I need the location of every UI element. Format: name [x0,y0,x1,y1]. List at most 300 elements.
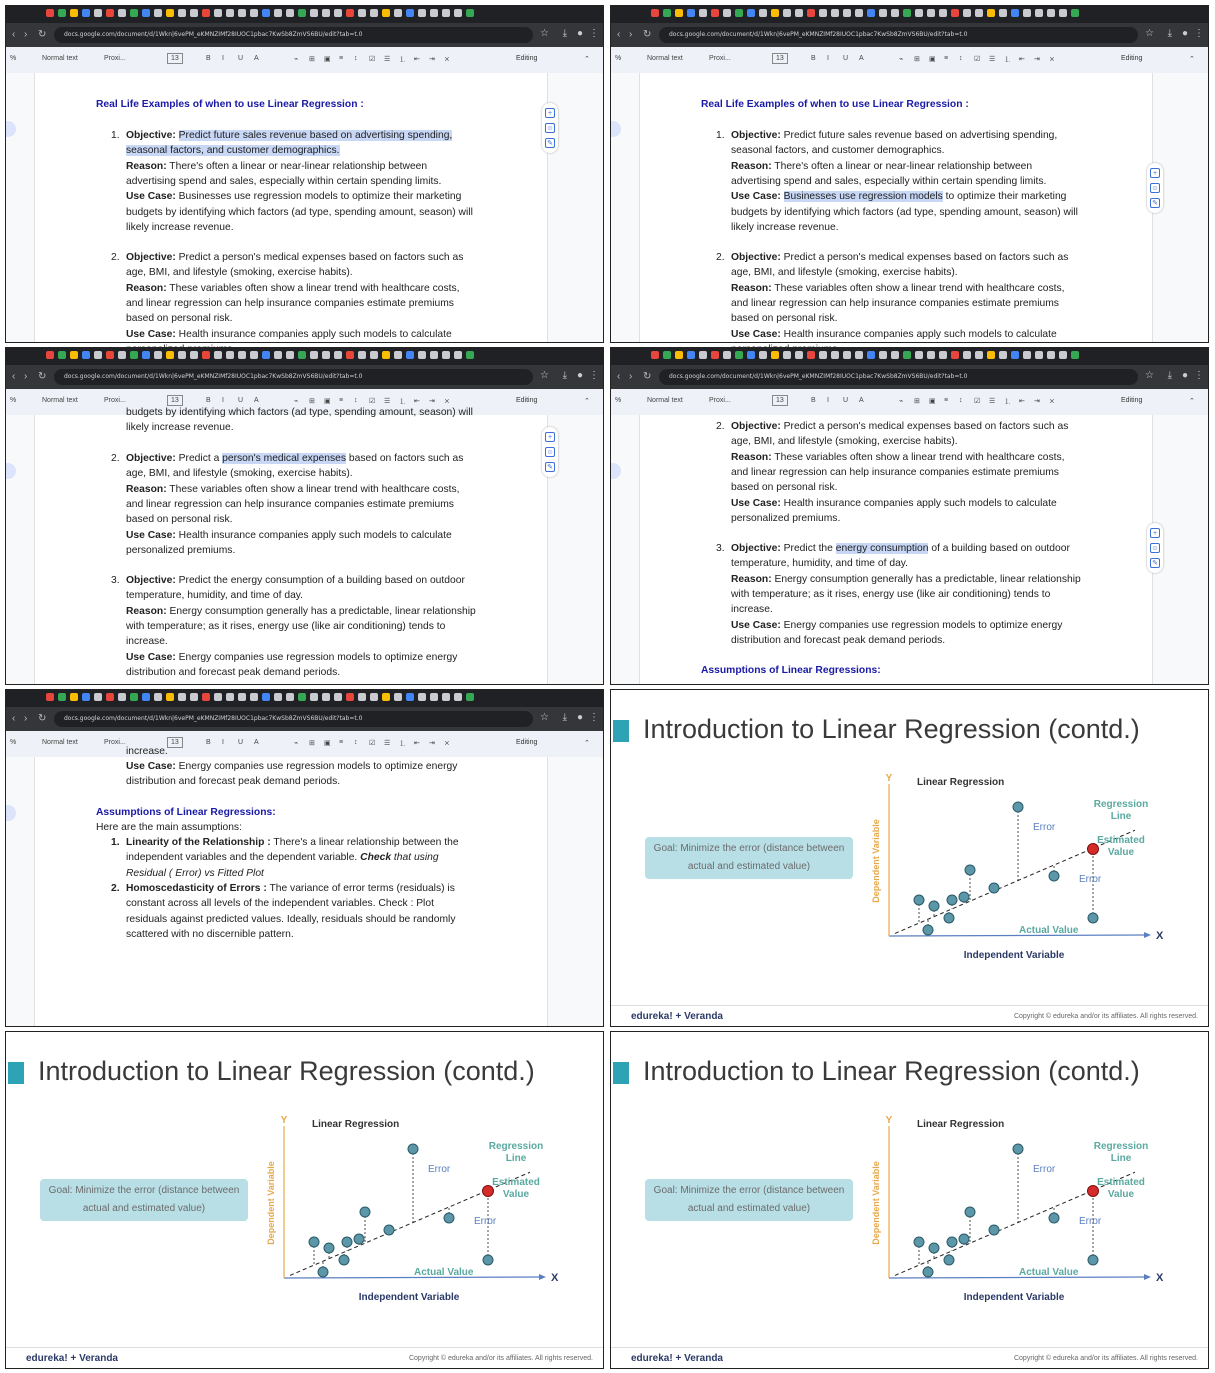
browser-tab-favicon-icon[interactable] [346,693,354,701]
collapse-toolbar-icon[interactable]: ⌃ [1189,56,1195,63]
browser-tab-favicon-icon[interactable] [46,9,54,17]
browser-tab-favicon-icon[interactable] [939,9,947,17]
link-icon[interactable]: ⌁ [899,398,904,405]
browser-tab-favicon-icon[interactable] [358,9,366,17]
line-spacing-icon[interactable]: ↕ [959,55,963,62]
star-icon[interactable]: ☆ [540,370,549,381]
browser-tab-favicon-icon[interactable] [687,351,695,359]
emoji-reaction-icon[interactable]: ☺ [1151,185,1159,192]
browser-tab-favicon-icon[interactable] [771,9,779,17]
browser-tab-favicon-icon[interactable] [154,9,162,17]
browser-tab-favicon-icon[interactable] [394,693,402,701]
browser-tab-favicon-icon[interactable] [286,9,294,17]
checklist-icon[interactable]: ☑ [369,56,376,63]
profile-icon[interactable]: ● [1181,28,1188,39]
clear-format-icon[interactable]: ⨯ [444,56,450,63]
browser-tab-favicon-icon[interactable] [807,351,815,359]
browser-tab-favicon-icon[interactable] [735,9,743,17]
numbered-list-icon[interactable]: ⒈ [399,57,406,64]
browser-tab-favicon-icon[interactable] [322,351,330,359]
browser-tab-favicon-icon[interactable] [106,9,114,17]
toolbar-zoom[interactable]: % [10,397,17,404]
browser-tab-favicon-icon[interactable] [70,351,78,359]
toolbar-italic[interactable]: I [222,55,224,62]
browser-tab-favicon-icon[interactable] [274,351,282,359]
toolbar-font[interactable]: Proxi... [104,397,126,404]
browser-tab-favicon-icon[interactable] [915,351,923,359]
browser-tab-favicon-icon[interactable] [466,9,474,17]
browser-tab-favicon-icon[interactable] [735,351,743,359]
browser-tab-favicon-icon[interactable] [454,693,462,701]
indent-more-icon[interactable]: ⇥ [429,740,435,747]
clear-format-icon[interactable]: ⨯ [1049,398,1055,405]
toolbar-bold[interactable]: B [206,739,211,746]
browser-tab-favicon-icon[interactable] [70,693,78,701]
toolbar-font[interactable]: Proxi... [104,55,126,62]
toolbar-style[interactable]: Normal text [42,739,78,746]
browser-tab-favicon-icon[interactable] [963,9,971,17]
browser-tab-favicon-icon[interactable] [454,351,462,359]
browser-tab-favicon-icon[interactable] [1035,351,1043,359]
browser-tab-favicon-icon[interactable] [663,9,671,17]
browser-tab-favicon-icon[interactable] [94,351,102,359]
toolbar-zoom[interactable]: % [615,55,622,62]
image-icon[interactable]: ▣ [929,56,936,63]
comment-icon[interactable]: ⊞ [309,398,315,405]
toolbar-underline[interactable]: U [843,397,849,404]
toolbar-bold[interactable]: B [811,397,816,404]
browser-tab-favicon-icon[interactable] [843,9,851,17]
download-icon[interactable]: ⤓ [562,28,567,39]
browser-tab-favicon-icon[interactable] [370,9,378,17]
suggest-edit-icon[interactable]: ✎ [545,462,555,472]
image-icon[interactable]: ▣ [324,56,331,63]
outline-toggle-icon[interactable] [6,463,16,479]
address-input[interactable]: docs.google.com/document/d/1Wkn|6vePM_eKMNZIMf28IUOC1pbac7KwSb8ZmVS6BU/edit?tab=t.0 [54,711,533,727]
browser-tab-favicon-icon[interactable] [166,351,174,359]
add-comment-icon[interactable]: + [1150,168,1160,178]
browser-tab-favicon-icon[interactable] [226,693,234,701]
browser-tab-favicon-icon[interactable] [1059,351,1067,359]
editing-mode-button[interactable]: Editing [1121,55,1143,62]
indent-more-icon[interactable]: ⇥ [429,56,435,63]
browser-tab-favicon-icon[interactable] [250,693,258,701]
browser-tab-favicon-icon[interactable] [675,351,683,359]
browser-tab-favicon-icon[interactable] [651,351,659,359]
comment-icon[interactable]: ⊞ [309,740,315,747]
browser-tab-favicon-icon[interactable] [58,9,66,17]
outline-toggle-icon[interactable] [6,805,16,821]
clear-format-icon[interactable]: ⨯ [1049,56,1055,63]
menu-icon[interactable]: ⋮ [589,712,599,723]
browser-tab-favicon-icon[interactable] [178,351,186,359]
toolbar-font-size[interactable]: 13 [772,53,788,64]
browser-tab-favicon-icon[interactable] [795,351,803,359]
toolbar-font-size[interactable]: 13 [167,737,183,748]
browser-tab-favicon-icon[interactable] [130,9,138,17]
browser-tab-favicon-icon[interactable] [334,9,342,17]
browser-tab-favicon-icon[interactable] [951,9,959,17]
browser-tab-favicon-icon[interactable] [202,9,210,17]
numbered-list-icon[interactable]: ⒈ [399,741,406,748]
browser-tab-favicon-icon[interactable] [214,351,222,359]
outline-toggle-icon[interactable] [611,121,621,137]
clear-format-icon[interactable]: ⨯ [444,398,450,405]
collapse-toolbar-icon[interactable]: ⌃ [584,398,590,405]
toolbar-underline[interactable]: U [238,739,244,746]
indent-more-icon[interactable]: ⇥ [429,398,435,405]
toolbar-zoom[interactable]: % [615,397,622,404]
indent-less-icon[interactable]: ⇤ [1019,56,1025,63]
browser-tab-favicon-icon[interactable] [286,351,294,359]
indent-more-icon[interactable]: ⇥ [1034,56,1040,63]
browser-tab-favicon-icon[interactable] [382,9,390,17]
forward-icon[interactable]: › [629,29,633,40]
browser-tab-favicon-icon[interactable] [406,351,414,359]
browser-tab-favicon-icon[interactable] [322,693,330,701]
reload-icon[interactable]: ↻ [643,371,652,382]
collapse-toolbar-icon[interactable]: ⌃ [584,56,590,63]
profile-icon[interactable]: ● [576,712,583,723]
star-icon[interactable]: ☆ [540,28,549,39]
bullet-list-icon[interactable]: ☰ [989,56,996,63]
toolbar-underline[interactable]: U [238,55,244,62]
checklist-icon[interactable]: ☑ [974,56,981,63]
browser-tab-favicon-icon[interactable] [418,9,426,17]
editing-mode-button[interactable]: Editing [1121,397,1143,404]
browser-tab-favicon-icon[interactable] [939,351,947,359]
indent-more-icon[interactable]: ⇥ [1034,398,1040,405]
browser-tab-favicon-icon[interactable] [855,9,863,17]
browser-tab-favicon-icon[interactable] [310,9,318,17]
browser-tab-favicon-icon[interactable] [214,693,222,701]
star-icon[interactable]: ☆ [1145,370,1154,381]
browser-tab-favicon-icon[interactable] [298,351,306,359]
link-icon[interactable]: ⌁ [294,398,299,405]
browser-tab-favicon-icon[interactable] [466,351,474,359]
browser-tab-favicon-icon[interactable] [394,9,402,17]
browser-tab-favicon-icon[interactable] [262,9,270,17]
browser-tab-favicon-icon[interactable] [927,9,935,17]
reload-icon[interactable]: ↻ [38,29,47,40]
browser-tab-favicon-icon[interactable] [1023,9,1031,17]
line-spacing-icon[interactable]: ↕ [354,55,358,62]
browser-tab-favicon-icon[interactable] [322,9,330,17]
browser-tab-favicon-icon[interactable] [855,351,863,359]
toolbar-style[interactable]: Normal text [42,55,78,62]
toolbar-text-color[interactable]: A [859,55,864,62]
toolbar-font[interactable]: Proxi... [709,397,731,404]
forward-icon[interactable]: › [629,371,633,382]
browser-tab-favicon-icon[interactable] [250,9,258,17]
link-icon[interactable]: ⌁ [899,56,904,63]
browser-tab-favicon-icon[interactable] [783,9,791,17]
forward-icon[interactable]: › [24,713,28,724]
browser-tab-favicon-icon[interactable] [771,351,779,359]
browser-tab-favicon-icon[interactable] [430,9,438,17]
browser-tab-favicon-icon[interactable] [867,351,875,359]
browser-tab-favicon-icon[interactable] [747,351,755,359]
browser-tab-favicon-icon[interactable] [927,351,935,359]
indent-less-icon[interactable]: ⇤ [414,56,420,63]
address-input[interactable]: docs.google.com/document/d/1Wkn|6vePM_eKMNZIMf28IUOC1pbac7KwSb8ZmVS6BU/edit?tab=t.0 [54,27,533,43]
comment-icon[interactable]: ⊞ [914,56,920,63]
browser-tab-favicon-icon[interactable] [334,351,342,359]
browser-tab-favicon-icon[interactable] [214,9,222,17]
browser-tab-favicon-icon[interactable] [903,351,911,359]
browser-tab-favicon-icon[interactable] [118,351,126,359]
editing-mode-button[interactable]: Editing [516,55,538,62]
browser-tab-favicon-icon[interactable] [831,9,839,17]
download-icon[interactable]: ⤓ [562,370,567,381]
comment-icon[interactable]: ⊞ [309,56,315,63]
browser-tab-favicon-icon[interactable] [975,9,983,17]
bullet-list-icon[interactable]: ☰ [384,398,391,405]
browser-tab-favicon-icon[interactable] [274,693,282,701]
image-icon[interactable]: ▣ [324,740,331,747]
browser-tab-favicon-icon[interactable] [298,693,306,701]
browser-tab-favicon-icon[interactable] [663,351,671,359]
browser-tab-favicon-icon[interactable] [418,351,426,359]
browser-tab-favicon-icon[interactable] [370,693,378,701]
toolbar-bold[interactable]: B [206,55,211,62]
add-comment-icon[interactable]: + [1150,528,1160,538]
comment-icon[interactable]: ⊞ [914,398,920,405]
toolbar-underline[interactable]: U [238,397,244,404]
browser-tab-favicon-icon[interactable] [1059,9,1067,17]
browser-tab-favicon-icon[interactable] [70,9,78,17]
browser-tab-favicon-icon[interactable] [46,351,54,359]
browser-tab-favicon-icon[interactable] [226,351,234,359]
checklist-icon[interactable]: ☑ [974,398,981,405]
browser-tab-favicon-icon[interactable] [987,9,995,17]
reload-icon[interactable]: ↻ [38,371,47,382]
checklist-icon[interactable]: ☑ [369,740,376,747]
browser-tab-favicon-icon[interactable] [1011,9,1019,17]
line-spacing-icon[interactable]: ↕ [959,397,963,404]
numbered-list-icon[interactable]: ⒈ [1004,57,1011,64]
browser-tab-favicon-icon[interactable] [202,693,210,701]
browser-tab-favicon-icon[interactable] [406,9,414,17]
indent-less-icon[interactable]: ⇤ [1019,398,1025,405]
clear-format-icon[interactable]: ⨯ [444,740,450,747]
align-icon[interactable]: ≡ [944,397,949,404]
browser-tab-favicon-icon[interactable] [783,351,791,359]
toolbar-zoom[interactable]: % [10,739,17,746]
browser-tab-favicon-icon[interactable] [1047,9,1055,17]
browser-tab-favicon-icon[interactable] [166,693,174,701]
indent-less-icon[interactable]: ⇤ [414,398,420,405]
editing-mode-button[interactable]: Editing [516,397,538,404]
browser-tab-favicon-icon[interactable] [250,351,258,359]
browser-tab-favicon-icon[interactable] [879,9,887,17]
browser-tab-favicon-icon[interactable] [723,351,731,359]
browser-tab-favicon-icon[interactable] [190,351,198,359]
browser-tab-favicon-icon[interactable] [262,693,270,701]
browser-tab-favicon-icon[interactable] [879,351,887,359]
browser-tab-favicon-icon[interactable] [106,693,114,701]
browser-tab-favicon-icon[interactable] [1023,351,1031,359]
collapse-toolbar-icon[interactable]: ⌃ [584,740,590,747]
toolbar-style[interactable]: Normal text [647,397,683,404]
browser-tab-favicon-icon[interactable] [190,9,198,17]
browser-tab-favicon-icon[interactable] [951,351,959,359]
menu-icon[interactable]: ⋮ [1194,370,1204,381]
star-icon[interactable]: ☆ [540,712,549,723]
browser-tab-favicon-icon[interactable] [82,9,90,17]
browser-tab-favicon-icon[interactable] [130,693,138,701]
browser-tab-favicon-icon[interactable] [106,351,114,359]
browser-tab-favicon-icon[interactable] [1035,9,1043,17]
toolbar-bold[interactable]: B [811,55,816,62]
back-icon[interactable]: ‹ [12,29,16,40]
profile-icon[interactable]: ● [576,370,583,381]
browser-tab-favicon-icon[interactable] [142,9,150,17]
suggest-edit-icon[interactable]: ✎ [1150,558,1160,568]
browser-tab-favicon-icon[interactable] [346,351,354,359]
menu-icon[interactable]: ⋮ [589,28,599,39]
browser-tab-favicon-icon[interactable] [747,9,755,17]
toolbar-italic[interactable]: I [222,739,224,746]
browser-tab-favicon-icon[interactable] [430,351,438,359]
browser-tab-favicon-icon[interactable] [430,693,438,701]
toolbar-bold[interactable]: B [206,397,211,404]
browser-tab-favicon-icon[interactable] [903,9,911,17]
align-icon[interactable]: ≡ [339,739,344,746]
browser-tab-favicon-icon[interactable] [418,693,426,701]
forward-icon[interactable]: › [24,29,28,40]
browser-tab-favicon-icon[interactable] [334,693,342,701]
align-icon[interactable]: ≡ [944,55,949,62]
browser-tab-favicon-icon[interactable] [262,351,270,359]
align-icon[interactable]: ≡ [339,397,344,404]
reload-icon[interactable]: ↻ [643,29,652,40]
menu-icon[interactable]: ⋮ [1194,28,1204,39]
browser-tab-favicon-icon[interactable] [310,693,318,701]
toolbar-text-color[interactable]: A [254,397,259,404]
browser-tab-favicon-icon[interactable] [987,351,995,359]
bullet-list-icon[interactable]: ☰ [384,56,391,63]
browser-tab-favicon-icon[interactable] [226,9,234,17]
browser-tab-favicon-icon[interactable] [963,351,971,359]
forward-icon[interactable]: › [24,371,28,382]
browser-tab-favicon-icon[interactable] [819,9,827,17]
browser-tab-favicon-icon[interactable] [346,9,354,17]
browser-tab-favicon-icon[interactable] [202,351,210,359]
browser-tab-favicon-icon[interactable] [711,9,719,17]
toolbar-font[interactable]: Proxi... [104,739,126,746]
browser-tab-favicon-icon[interactable] [382,693,390,701]
browser-tab-favicon-icon[interactable] [454,9,462,17]
browser-tab-favicon-icon[interactable] [1071,351,1079,359]
browser-tab-favicon-icon[interactable] [358,351,366,359]
address-input[interactable]: docs.google.com/document/d/1Wkn|6vePM_eKMNZIMf28IUOC1pbac7KwSb8ZmVS6BU/edit?tab=t.0 [54,369,533,385]
toolbar-font-size[interactable]: 13 [167,395,183,406]
numbered-list-icon[interactable]: ⒈ [1004,399,1011,406]
profile-icon[interactable]: ● [1181,370,1188,381]
browser-tab-favicon-icon[interactable] [274,9,282,17]
browser-tab-favicon-icon[interactable] [759,351,767,359]
browser-tab-favicon-icon[interactable] [759,9,767,17]
browser-tab-favicon-icon[interactable] [442,9,450,17]
browser-tab-favicon-icon[interactable] [298,9,306,17]
browser-tab-favicon-icon[interactable] [190,693,198,701]
emoji-reaction-icon[interactable]: ☺ [546,449,554,456]
checklist-icon[interactable]: ☑ [369,398,376,405]
toolbar-style[interactable]: Normal text [42,397,78,404]
download-icon[interactable]: ⤓ [1167,370,1172,381]
numbered-list-icon[interactable]: ⒈ [399,399,406,406]
browser-tab-favicon-icon[interactable] [711,351,719,359]
browser-tab-favicon-icon[interactable] [238,351,246,359]
browser-tab-favicon-icon[interactable] [94,693,102,701]
browser-tab-favicon-icon[interactable] [915,9,923,17]
align-icon[interactable]: ≡ [339,55,344,62]
toolbar-italic[interactable]: I [827,55,829,62]
editing-mode-button[interactable]: Editing [516,739,538,746]
browser-tab-favicon-icon[interactable] [999,9,1007,17]
browser-tab-favicon-icon[interactable] [867,9,875,17]
browser-tab-favicon-icon[interactable] [442,351,450,359]
browser-tab-favicon-icon[interactable] [142,693,150,701]
address-input[interactable]: docs.google.com/document/d/1Wkn|6vePM_eKMNZIMf28IUOC1pbac7KwSb8ZmVS6BU/edit?tab=t.0 [659,369,1138,385]
toolbar-font-size[interactable]: 13 [772,395,788,406]
browser-tab-favicon-icon[interactable] [975,351,983,359]
back-icon[interactable]: ‹ [617,371,621,382]
back-icon[interactable]: ‹ [12,371,16,382]
indent-less-icon[interactable]: ⇤ [414,740,420,747]
browser-tab-favicon-icon[interactable] [58,351,66,359]
browser-tab-favicon-icon[interactable] [238,693,246,701]
toolbar-italic[interactable]: I [827,397,829,404]
browser-tab-favicon-icon[interactable] [370,351,378,359]
image-icon[interactable]: ▣ [929,398,936,405]
browser-tab-favicon-icon[interactable] [651,9,659,17]
toolbar-style[interactable]: Normal text [647,55,683,62]
browser-tab-favicon-icon[interactable] [130,351,138,359]
profile-icon[interactable]: ● [576,28,583,39]
collapse-toolbar-icon[interactable]: ⌃ [1189,398,1195,405]
toolbar-zoom[interactable]: % [10,55,17,62]
address-input[interactable]: docs.google.com/document/d/1Wkn|6vePM_eKMNZIMf28IUOC1pbac7KwSb8ZmVS6BU/edit?tab=t.0 [659,27,1138,43]
download-icon[interactable]: ⤓ [1167,28,1172,39]
browser-tab-favicon-icon[interactable] [118,9,126,17]
browser-tab-favicon-icon[interactable] [406,693,414,701]
browser-tab-favicon-icon[interactable] [238,9,246,17]
outline-toggle-icon[interactable] [611,463,621,479]
toolbar-text-color[interactable]: A [254,55,259,62]
line-spacing-icon[interactable]: ↕ [354,397,358,404]
browser-tab-favicon-icon[interactable] [46,693,54,701]
toolbar-font-size[interactable]: 13 [167,53,183,64]
browser-tab-favicon-icon[interactable] [843,351,851,359]
line-spacing-icon[interactable]: ↕ [354,739,358,746]
browser-tab-favicon-icon[interactable] [795,9,803,17]
image-icon[interactable]: ▣ [324,398,331,405]
suggest-edit-icon[interactable]: ✎ [1150,198,1160,208]
browser-tab-favicon-icon[interactable] [82,693,90,701]
star-icon[interactable]: ☆ [1145,28,1154,39]
browser-tab-favicon-icon[interactable] [94,9,102,17]
browser-tab-favicon-icon[interactable] [166,9,174,17]
browser-tab-favicon-icon[interactable] [178,9,186,17]
browser-tab-favicon-icon[interactable] [118,693,126,701]
link-icon[interactable]: ⌁ [294,56,299,63]
browser-tab-favicon-icon[interactable] [310,351,318,359]
browser-tab-favicon-icon[interactable] [819,351,827,359]
browser-tab-favicon-icon[interactable] [286,693,294,701]
browser-tab-favicon-icon[interactable] [687,9,695,17]
